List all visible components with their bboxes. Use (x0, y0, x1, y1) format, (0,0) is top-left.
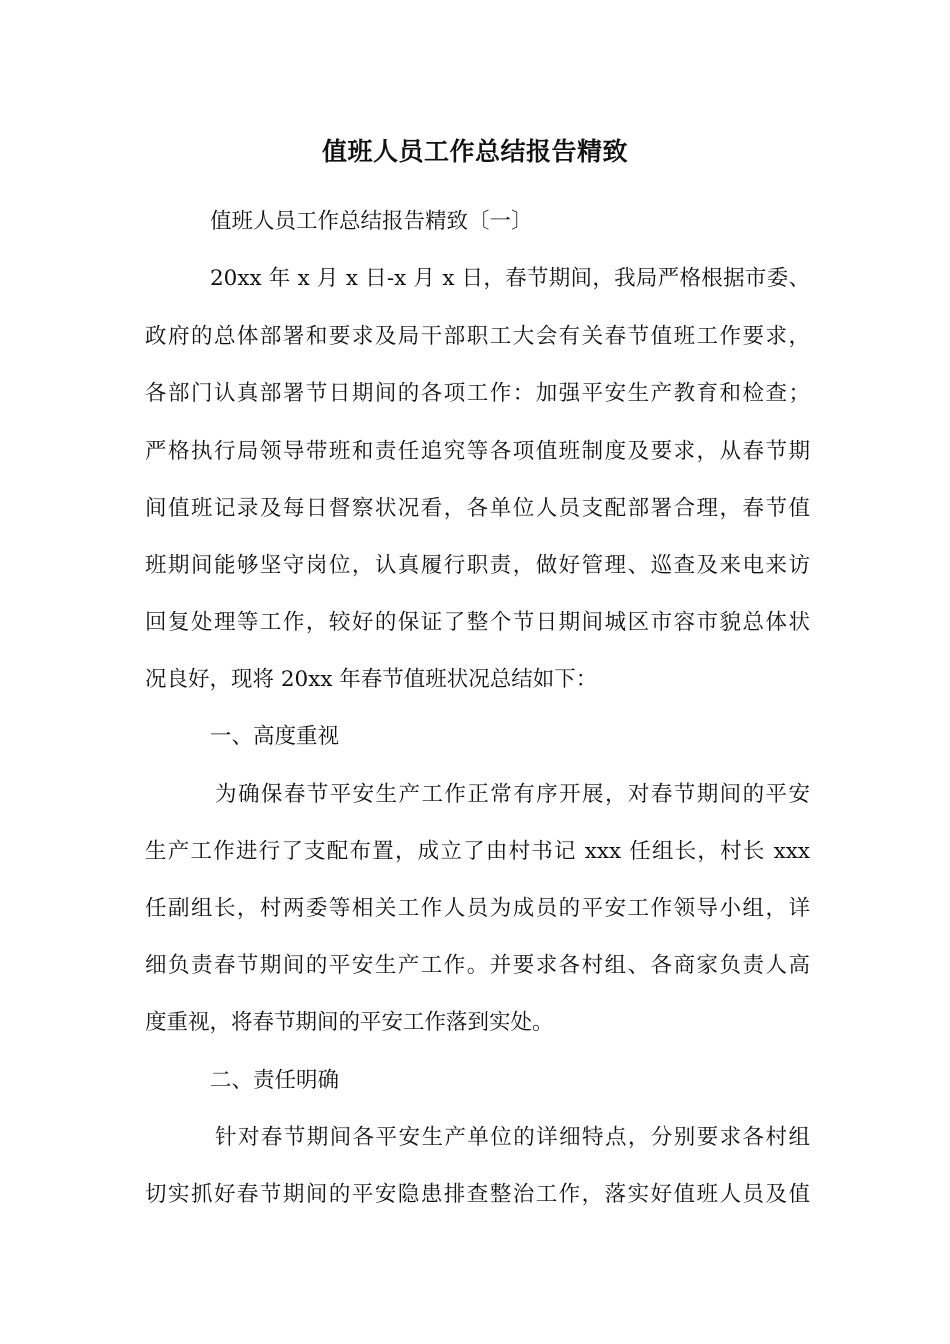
paragraph-line: 切实抓好春节期间的平安隐患排查整治工作，落实好值班人员及值 (145, 1182, 810, 1207)
paragraph-line: 为确保春节平安生产工作正常有序开展，对春节期间的平安 (215, 782, 810, 807)
paragraph-line: 各部门认真部署节日期间的各项工作：加强平安生产教育和检查； (145, 381, 810, 406)
document-subtitle: 值班人员工作总结报告精致〔一〕 (210, 209, 533, 234)
paragraph-line: 况良好，现将 20xx 年春节值班状况总结如下： (145, 667, 598, 692)
paragraph-line: 任副组长，村两委等相关工作人员为成员的平安工作领导小组，详 (145, 896, 810, 921)
document-title: 值班人员工作总结报告精致 (321, 137, 628, 166)
paragraph-line: 针对春节期间各平安生产单位的详细特点，分别要求各村组 (215, 1125, 810, 1150)
paragraph-line: 生产工作进行了支配布置，成立了由村书记 xxx 任组长，村长 xxx (145, 839, 810, 864)
paragraph-line: 度重视，将春节期间的平安工作落到实处。 (145, 1010, 554, 1035)
section-heading: 一、高度重视 (210, 724, 340, 749)
paragraph-line: 细负责春节期间的平安生产工作。并要求各村组、各商家负责人高 (145, 953, 810, 978)
paragraph-line: 政府的总体部署和要求及局干部职工大会有关春节值班工作要求， (145, 324, 810, 349)
paragraph-line: 回复处理等工作，较好的保证了整个节日期间城区市容市貌总体状 (145, 610, 810, 635)
paragraph-line: 严格执行局领导带班和责任追究等各项值班制度及要求，从春节期 (145, 439, 810, 464)
paragraph-line: 班期间能够坚守岗位，认真履行职责，做好管理、巡查及来电来访 (145, 553, 810, 578)
section-heading: 二、责任明确 (210, 1068, 340, 1093)
paragraph-line: 间值班记录及每日督察状况看，各单位人员支配部署合理，春节值 (145, 496, 810, 521)
paragraph-line: 20xx 年 x 月 x 日-x 月 x 日，春节期间，我局严格根据市委、 (210, 266, 810, 291)
